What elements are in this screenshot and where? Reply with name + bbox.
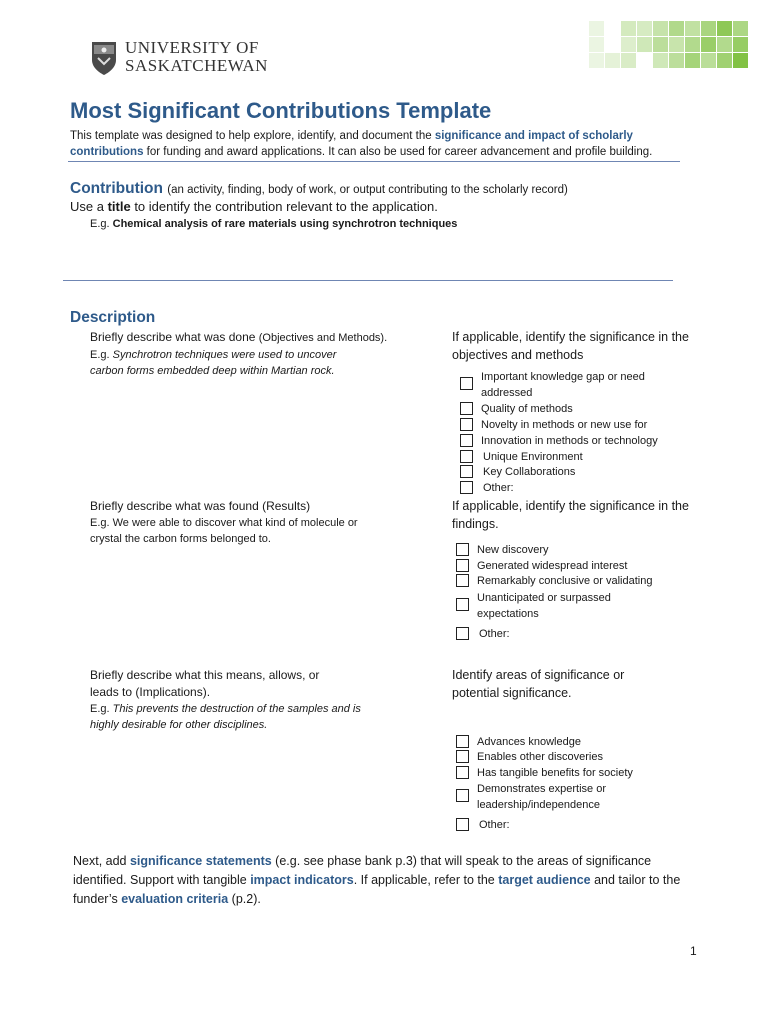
mosaic-tile (653, 53, 668, 68)
university-name-line2: SASKATCHEWAN (125, 56, 268, 75)
checkbox-methods-other[interactable] (460, 481, 473, 494)
mosaic-tile (685, 21, 700, 36)
option-enables-discoveries: Enables other discoveries (477, 751, 603, 763)
methods-example: Synchrotron techniques were used to uncover carbon forms embedded deep within Martian rock. (90, 349, 337, 377)
option-tangible-benefits: Has tangible benefits for society (477, 767, 633, 779)
option-results-other: Other: (479, 628, 510, 640)
results-prompt: Briefly describe what was found (Results) (90, 499, 311, 513)
option-novelty: Novelty in methods or new use for (481, 419, 648, 431)
mosaic-tile (621, 21, 636, 36)
mosaic-tile (685, 37, 700, 52)
mosaic-tile (653, 37, 668, 52)
checkbox-novelty[interactable] (460, 418, 473, 431)
description-heading: Description (70, 309, 156, 326)
divider-2 (63, 280, 673, 281)
page-title: Most Significant Contributions Template (70, 98, 492, 123)
implications-example: E.g. This prevents the destruction of the samples and is highly desirable for other disciplines. (90, 703, 361, 731)
mosaic-tile (589, 53, 604, 68)
option-implications-other: Other: (479, 819, 510, 831)
option-unanticipated: Unanticipated or surpassed expectations (477, 592, 611, 620)
mosaic-tile (669, 37, 684, 52)
intro-highlight: significance and impact of scholarly contributions (70, 130, 633, 158)
mosaic-tile (605, 53, 620, 68)
option-quality-of-methods: Quality of methods (481, 403, 573, 415)
checkbox-knowledge-gap[interactable] (460, 377, 473, 390)
results-significance-prompt: If applicable, identify the significance in the findings. (452, 499, 689, 531)
checkbox-expertise[interactable] (456, 789, 469, 802)
implications-prompt: Briefly describe what this means, allows, or leads to (Implications). (90, 668, 320, 699)
checkbox-quality-of-methods[interactable] (460, 402, 473, 415)
mosaic-tile (701, 37, 716, 52)
option-unique-environment: Unique Environment (483, 451, 583, 463)
mosaic-tile (669, 21, 684, 36)
mosaic-tile (621, 37, 636, 52)
mosaic-tile (685, 53, 700, 68)
mosaic-tile (733, 53, 748, 68)
checkbox-implications-other[interactable] (456, 818, 469, 831)
link-target-audience: target audience (498, 873, 591, 887)
mosaic-tile (717, 21, 732, 36)
methods-significance-prompt: If applicable, identify the significance in the objectives and methods (452, 330, 689, 362)
link-impact-indicators: impact indicators (250, 873, 354, 887)
mosaic-tile (717, 37, 732, 52)
checkbox-advances-knowledge[interactable] (456, 735, 469, 748)
green-mosaic-decoration (588, 20, 750, 70)
results-example: E.g. We were able to discover what kind of molecule or crystal the carbon forms belonged to. (90, 517, 358, 545)
checkbox-widespread-interest[interactable] (456, 559, 469, 572)
mosaic-tile (701, 53, 716, 68)
university-name-line1: UNIVERSITY OF (125, 38, 259, 57)
option-key-collaborations: Key Collaborations (483, 466, 576, 478)
mosaic-tile (733, 37, 748, 52)
checkbox-unanticipated[interactable] (456, 598, 469, 611)
intro-paragraph: This template was designed to help explore, identify, and document the significance and impact of scholarly contributions for funding and award applications. It can also be used for career advancement and profile building. (70, 130, 653, 158)
mosaic-tile (637, 21, 652, 36)
checkbox-tangible-benefits[interactable] (456, 766, 469, 779)
option-expertise: Demonstrates expertise or leadership/independence (477, 783, 606, 811)
contribution-heading: Contribution (an activity, finding, body of work, or output contributing to the scholarly record) (70, 180, 568, 197)
divider-1 (68, 161, 680, 162)
contribution-example: E.g. Chemical analysis of rare materials using synchrotron techniques (90, 218, 458, 230)
mosaic-tile (589, 37, 604, 52)
mosaic-tile (637, 37, 652, 52)
link-evaluation-criteria: evaluation criteria (121, 892, 229, 906)
checkbox-key-collaborations[interactable] (460, 465, 473, 478)
contribution-instruction: Use a title to identify the contribution relevant to the application. (70, 199, 438, 214)
checkbox-unique-environment[interactable] (460, 450, 473, 463)
option-conclusive: Remarkably conclusive or validating (477, 575, 653, 587)
closing-paragraph: Next, add significance statements (e.g. see phase bank p.3) that will speak to the areas of significance identified. Support with tangible impact indicators. If applicable, refer to the target audience and tailor to the funder’s evaluation criteria (p.2). (73, 854, 681, 906)
option-knowledge-gap: Important knowledge gap or need addressed (481, 371, 645, 399)
checkbox-results-other[interactable] (456, 627, 469, 640)
option-widespread-interest: Generated widespread interest (477, 560, 628, 572)
implications-significance-prompt: Identify areas of significance or potential significance. (452, 668, 625, 700)
checkbox-new-discovery[interactable] (456, 543, 469, 556)
option-methods-other: Other: (483, 482, 514, 494)
mosaic-tile (733, 21, 748, 36)
mosaic-tile (717, 53, 732, 68)
mosaic-tile (589, 21, 604, 36)
checkbox-enables-discoveries[interactable] (456, 750, 469, 763)
mosaic-tile (621, 53, 636, 68)
contribution-note: (an activity, finding, body of work, or output contributing to the scholarly record) (167, 184, 568, 196)
checkbox-innovation[interactable] (460, 434, 473, 447)
option-new-discovery: New discovery (477, 544, 549, 556)
option-advances-knowledge: Advances knowledge (477, 736, 581, 748)
mosaic-tile (669, 53, 684, 68)
checkbox-conclusive[interactable] (456, 574, 469, 587)
link-significance-statements: significance statements (129, 854, 272, 868)
methods-prompt: Briefly describe what was done (Objectives and Methods). E.g. Synchrotron techniques were used to uncover carbon forms embedded deep within Martian rock. (90, 330, 388, 377)
mosaic-tile (701, 21, 716, 36)
page-number: 1 (690, 944, 697, 958)
mosaic-tile (653, 21, 668, 36)
university-crest-icon (90, 40, 118, 76)
option-innovation: Innovation in methods or technology (481, 435, 658, 447)
